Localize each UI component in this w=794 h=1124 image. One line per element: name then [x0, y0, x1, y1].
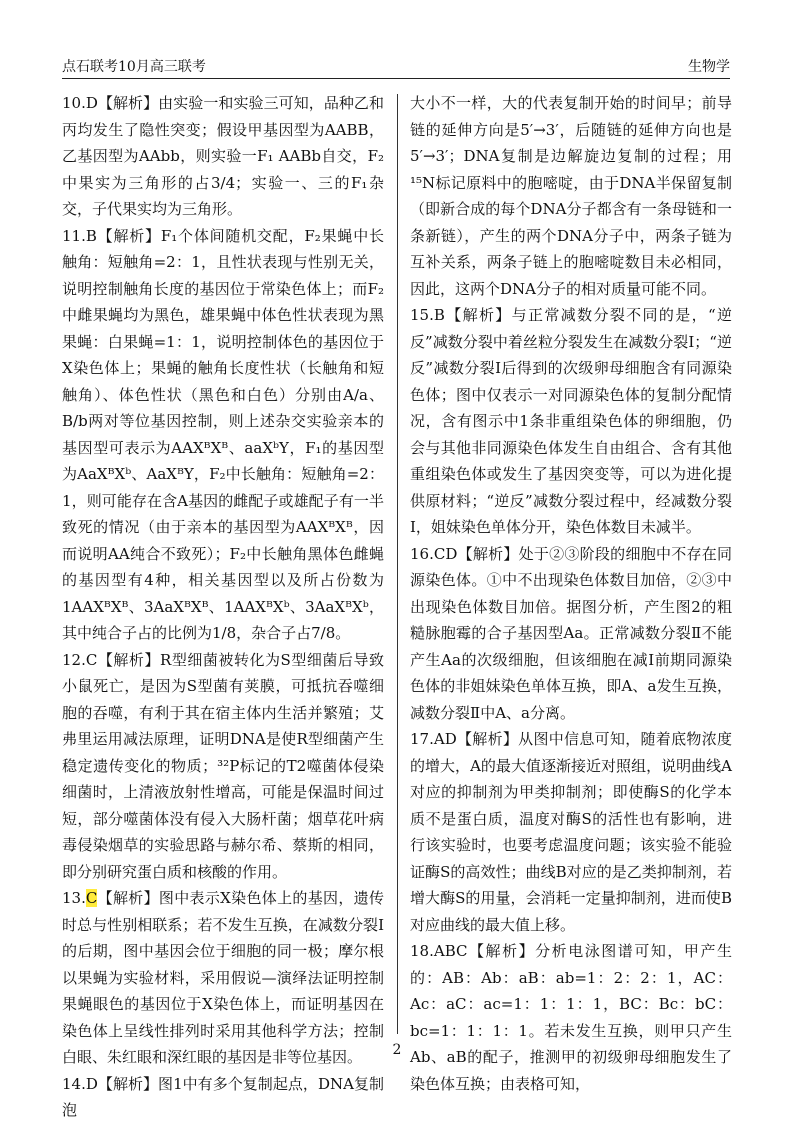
page-number: 2 [392, 1042, 402, 1058]
answer-18: 18.ABC【解析】分析电泳图谱可知，甲产生的：AB：Ab：aB：ab=1：2：2：1，AC：Ac：aC：ac=1：1：1：1，BC：Bc：bC：bc=1：1：1：1。若未发生互换，则甲只产生Ab、aB的配子，推测甲的初级卵母细胞发生了染色体互换；由表格可知， [410, 942, 732, 1093]
answer-17: 17.AD【解析】从图中信息可知，随着底物浓度的增大，A的最大值逐渐接近对照组，说明曲线A对应的抑制剂为甲类抑制剂；即使酶S的化学本质不是蛋白质，温度对酶S的活性也有影响，进行该实验时，也要考虑温度问题；该实验不能验证酶S的高效性；曲线B对应的是乙类抑制剂，若增大酶S的用量，会消耗一定量抑制剂，进而使B对应曲线的最大值上移。 [410, 730, 732, 934]
header-exam-title: 点石联考10月高三联考 [62, 59, 206, 75]
answer-14-continued: 大小不一样，大的代表复制开始的时间早；前导链的延伸方向是5′→3′，后随链的延伸方向也是5′→3′；DNA复制是边解旋边复制的过程；用¹⁵N标记原料中的胞嘧啶，由于DNA半保留复制（即新合成的每个DNA分子都含有一条母链和一条新链），产生的两个DNA分子中，两条子链为互补关系，两条子链上的胞嘧啶数目未必相同，因此，这两个DNA分子的相对质量可能不同。 [410, 94, 732, 298]
page-header [62, 56, 730, 79]
answer-10: 10.D【解析】由实验一和实验三可知，品种乙和丙均发生了隐性突变；假设甲基因型为AABB，乙基因型为AAbb，则实验一F₁ AABb自交，F₂中果实为三角形的占3/4；实验一、三的F₁杂交，子代果实均为三角形。 [62, 94, 384, 218]
answer-12: 12.C【解析】R型细菌被转化为S型细菌后导致小鼠死亡，是因为S型菌有荚膜，可抵抗吞噬细胞的吞噬，有利于其在宿主体内生活并繁殖；艾弗里运用减法原理，证明DNA是使R型细菌产生稳定遗传变化的物质；³²P标记的T2噬菌体侵染细菌时，上清液放射性增高，可能是保温时间过短，部分噬菌体没有侵入大肠杆菌；烟草花叶病毒侵染烟草的实验思路与赫尔希、蔡斯的相同，即分别研究蛋白质和核酸的作用。 [62, 650, 384, 881]
answer-14-start: 14.D【解析】图1中有多个复制起点，DNA复制泡 [62, 1074, 384, 1119]
header-subject: 生物学 [688, 59, 730, 75]
left-column [62, 90, 384, 1124]
right-column [410, 90, 732, 1097]
answer-13-number: 13. [62, 889, 86, 907]
answer-13-highlight: C [85, 889, 98, 907]
column-divider [397, 94, 398, 1034]
answer-15: 15.B【解析】与正常减数分裂不同的是，“逆反”减数分裂中着丝粒分裂发生在减数分裂Ⅰ；“逆反”减数分裂Ⅰ后得到的次级卵母细胞含有同源染色体；图中仅表示一对同源染色体的复制分配情况，含有图示中1条非重组染色体的卵细胞，仍会与其他非同源染色体发生自由组合、含有其他重组染色体或发生了基因突变等，可以为进化提供原材料；“逆反”减数分裂过程中，经减数分裂Ⅰ，姐妹染色单体分开，染色体数目未减半。 [410, 306, 732, 536]
answer-16: 16.CD【解析】处于②③阶段的细胞中不存在同源染色体。①中不出现染色体数目加倍，②③中出现染色体数目加倍。据图分析，产生图2的粗糙脉胞霉的合子基因型Aa。正常减数分裂Ⅱ不能产生Aa的次级细胞，但该细胞在减Ⅰ前期同源染色体的非姐妹染色单体互换，即A、a发生互换，减数分裂Ⅱ中A、a分离。 [410, 544, 732, 722]
answer-13-text: 【解析】图中表示X染色体上的基因，遗传时总与性别相联系；若不发生互换，在减数分裂Ⅰ的后期，图中基因会位于细胞的同一极；摩尔根以果蝇为实验材料，采用假说—演绎法证明控制果蝇眼色的基因位于X染色体上，而证明基因在染色体上呈线性排列时采用其他科学方法；控制白眼、朱红眼和深红眼的基因是非等位基因。 [62, 889, 384, 1066]
answer-11: 11.B【解析】F₁个体间随机交配，F₂果蝇中长触角：短触角=2：1，且性状表现与性别无关，说明控制触角长度的基因位于常染色体上；而F₂中雌果蝇均为黑色，雄果蝇中体色性状表现为黑果蝇：白果蝇=1：1，说明控制体色的基因位于X染色体上；果蝇的触角长度性状（长触角和短触角）、体色性状（黑色和白色）分别由A/a、B/b两对等位基因控制，则上述杂交实验亲本的基因型可表示为AAXᴮXᴮ、aaXᵇY，F₁的基因型为AaXᴮXᵇ、AaXᴮY，F₂中长触角：短触角=2：1，则可能存在含A基因的雌配子或雄配子有一半致死的情况（由于亲本的基因型为AAXᴮXᴮ，因而说明AA纯合不致死）；F₂中长触角黑体色雌蝇的基因型有4种，相关基因型以及所占份数为1AAXᴮXᴮ、3AaXᴮXᴮ、1AAXᴮXᵇ、3AaXᴮXᵇ，其中纯合子占的比例为1/8，杂合子占7/8。 [62, 226, 384, 642]
